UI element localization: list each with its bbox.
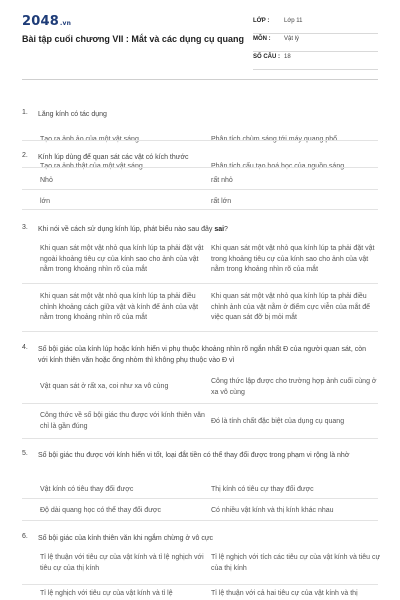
answer-option-d[interactable]: Khi quan sát một vật nhỏ qua kính lúp ta phải điều chỉnh ảnh của vật nằm ở điểm cực viễn của mắt để việc quan sát đỡ bị mỏi mắt <box>211 293 371 321</box>
answer-option-b[interactable]: Công thức lập được cho trường hợp ảnh cuối cùng ở xa vô cùng <box>211 378 377 396</box>
option-divider <box>22 283 378 284</box>
meta-value: Lớp 11 <box>284 18 303 24</box>
question-number: 3. <box>22 224 28 231</box>
answer-option-a[interactable]: Vật quan sát ở rất xa, coi như xa vô cùng <box>40 383 169 390</box>
question-text-end: ? <box>224 226 228 233</box>
question-number: 2. <box>22 152 28 159</box>
answer-option-c[interactable]: Độ dài quang học có thể thay đổi được <box>40 507 161 514</box>
meta-value: Vật lý <box>284 36 300 42</box>
meta-key: SỐ CÂU : <box>253 54 280 60</box>
logo-sub: .vn <box>59 20 72 27</box>
option-divider <box>22 520 378 521</box>
meta-key: MÔN : <box>253 36 271 42</box>
question-number: 1. <box>22 109 28 116</box>
option-divider <box>22 584 378 585</box>
answer-option-a[interactable]: Vật kính có tiêu thay đổi được <box>40 486 134 493</box>
answer-option-c[interactable]: Công thức về số bội giác thu được với kính thiên văn chỉ là gần đúng <box>40 412 205 430</box>
answer-option-c[interactable]: lớn <box>40 198 51 205</box>
site-logo[interactable] <box>22 14 71 29</box>
answer-option-a[interactable]: Nhỏ <box>40 177 53 184</box>
option-divider <box>22 403 378 404</box>
answer-option-a[interactable]: Tỉ lệ thuận với tiêu cự của vật kính và tỉ lệ nghịch với tiêu cự của thị kính <box>40 554 204 572</box>
answer-option-d[interactable]: Có nhiều vật kính và thị kính khác nhau <box>211 507 334 514</box>
question-text: Số bội giác của kính thiên văn khi ngắm chừng ở vô cực <box>38 535 214 542</box>
option-divider <box>22 189 378 190</box>
answer-option-c[interactable]: Khi quan sát một vật nhỏ qua kính lúp ta phải điều chỉnh khoảng cách giữa vật và kính để ảnh của vật nằm trong khoảng nhìn rõ của mắt <box>40 293 199 321</box>
answer-option-d[interactable]: Tỉ lệ thuận với cả hai tiêu cự của vật kính và thị <box>211 590 358 597</box>
answer-option-a[interactable]: Khi quan sát một vật nhỏ qua kính lúp ta phải đặt vật ngoài khoảng tiêu cự của kính sao cho ảnh của vật nằm trong khoảng nhìn rõ của mắt <box>40 245 204 273</box>
question-number: 4. <box>22 344 28 351</box>
question-text: Số bội giác của kính lúp hoặc kính hiển vi phụ thuộc khoảng nhìn rõ ngắn nhất Đ của người quan sát, còn với kính thiên văn hoặc ống nhòm thì không phụ thuộc vào Đ vì <box>38 346 367 364</box>
header-divider <box>22 79 378 80</box>
meta-row-class <box>253 16 378 34</box>
meta-key: LỚP : <box>253 18 270 24</box>
question-number: 6. <box>22 533 28 540</box>
answer-option-b[interactable]: Khi quan sát một vật nhỏ qua kính lúp ta phải đặt vật trong khoảng tiêu cự của kính sao cho ảnh của vật nằm trong khoảng nhìn rõ của mắt <box>211 245 375 273</box>
question-number: 5. <box>22 450 28 457</box>
meta-row-count <box>253 52 378 70</box>
option-divider <box>22 167 378 168</box>
answer-option-b[interactable]: Thị kính có tiêu cự thay đổi được <box>211 486 314 493</box>
option-divider <box>22 331 378 332</box>
question-text <box>38 224 376 235</box>
option-divider <box>22 498 378 499</box>
page-title: Bài tập cuối chương VII : Mắt và các dụng cụ quang <box>22 34 244 44</box>
option-divider <box>22 140 378 141</box>
meta-table <box>253 16 378 70</box>
logo-main: 2048 <box>22 14 59 29</box>
answer-option-b[interactable]: Tỉ lệ nghịch với tích các tiêu cự của vật kính và tiêu cự của thị kính <box>211 554 381 572</box>
question-emphasis: sai <box>214 226 225 233</box>
meta-value: 18 <box>284 54 291 60</box>
worksheet-header <box>0 0 400 78</box>
answer-option-d[interactable]: rất lớn <box>211 198 232 205</box>
answer-option-d[interactable]: Đó là tính chất đặc biệt của dụng cụ quang <box>211 418 345 425</box>
option-divider <box>22 209 378 210</box>
question-text: Kính lúp dùng để quan sát các vật có kích thước <box>38 154 189 161</box>
question-text-part: Khi nói về cách sử dụng kính lúp, phát biểu nào sau đây <box>38 226 215 233</box>
question-text: Số bội giác thu được với kính hiển vi tốt, loại đắt tiền có thể thay đổi được trong phạm vi rộng là nhờ <box>38 452 350 459</box>
answer-option-c[interactable]: Tỉ lệ nghịch với tiêu cự của vật kính và tỉ lệ <box>40 590 173 597</box>
option-divider <box>22 438 378 439</box>
answer-option-b[interactable]: rất nhỏ <box>211 177 233 184</box>
question-text: Lăng kính có tác dụng <box>38 111 107 118</box>
meta-row-subject <box>253 34 378 52</box>
